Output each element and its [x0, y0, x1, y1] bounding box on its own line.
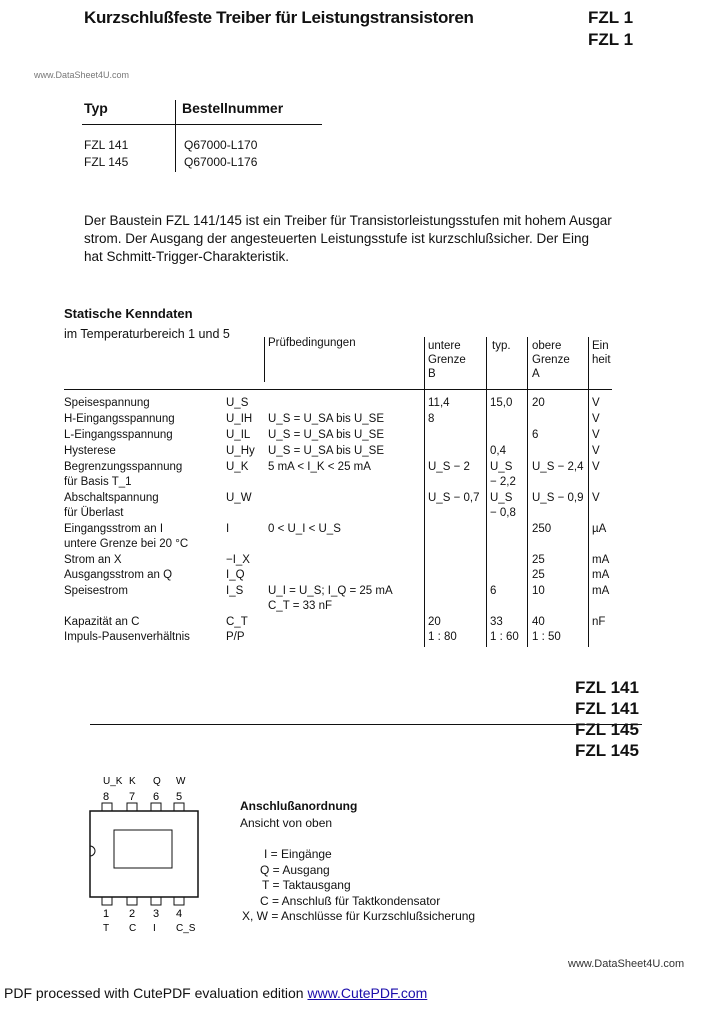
row-unit: nF: [592, 616, 606, 628]
pin: [151, 897, 161, 905]
pin-number-bottom: 3: [153, 908, 160, 920]
assignment-line: I = Eingänge: [264, 847, 332, 861]
pin-number-top: 6: [153, 791, 160, 803]
row-name: Ausgangsstrom an Q: [64, 569, 173, 581]
pin-label-top: W: [176, 776, 186, 787]
row-unit: V: [592, 492, 600, 504]
pin-number-bottom: 4: [176, 908, 183, 920]
die-outline: [114, 830, 172, 868]
col-upper-2: Grenze: [532, 354, 570, 366]
col-unit-1: Ein: [592, 340, 609, 352]
row-typ: 33: [490, 616, 503, 628]
divider-lower: [424, 337, 425, 647]
section-rule: [90, 724, 642, 725]
col-unit-2: heit: [592, 354, 611, 366]
row-unit: V: [592, 461, 600, 473]
col-upper-3: A: [532, 368, 540, 380]
row-lower: 11,4: [428, 397, 450, 409]
order-type-1: FZL 141: [84, 138, 129, 152]
footer: [4, 985, 427, 1001]
row-name: untere Grenze bei 20 °C: [64, 538, 189, 550]
row-symbol: U_IL: [226, 429, 251, 441]
row-symbol: U_W: [226, 492, 252, 504]
row-symbol: U_S: [226, 397, 249, 409]
row-name: Strom an X: [64, 554, 122, 566]
assignment-title: Anschlußanordnung: [240, 799, 358, 813]
pin: [127, 897, 137, 905]
row-name: Impuls-Pausenverhältnis: [64, 631, 190, 643]
pin-label-top: K: [129, 776, 136, 787]
pin: [151, 803, 161, 811]
assignment-line: X, W = Anschlüsse für Kurzschlußsicherung: [242, 909, 476, 923]
part-label-3: FZL 145: [575, 720, 639, 739]
row-unit: V: [592, 397, 600, 409]
pinout-diagram: [80, 770, 210, 935]
pin-number-top: 7: [129, 791, 136, 803]
pin-number-top: 5: [176, 791, 183, 803]
pin: [127, 803, 137, 811]
assignment-line: T = Taktausgang: [262, 878, 351, 892]
row-name: Eingangsstrom an I: [64, 523, 164, 535]
pin: [174, 803, 184, 811]
row-upper: 20: [532, 397, 545, 409]
row-upper: 25: [532, 554, 545, 566]
header-rule: [64, 389, 612, 390]
pin: [102, 897, 112, 905]
order-table-divider: [175, 100, 176, 172]
row-condition: U_I = U_S; I_Q = 25 mA: [268, 585, 393, 597]
row-symbol: I_S: [226, 585, 244, 597]
row-name: für Basis T_1: [64, 476, 132, 488]
order-number-1: Q67000-L170: [184, 138, 258, 152]
pin-label-bottom: C_S: [176, 923, 196, 934]
col-conditions: Prüfbedingungen: [268, 337, 356, 349]
static-subtitle: im Temperaturbereich 1 und 5: [64, 327, 230, 341]
row-upper: 10: [532, 585, 545, 597]
part-label-1: FZL 141: [575, 678, 639, 697]
order-table-rule: [82, 124, 322, 125]
pin-number-bottom: 1: [103, 908, 110, 920]
row-unit: mA: [592, 554, 610, 566]
assignment-line: C = Anschluß für Taktkondensator: [260, 894, 441, 908]
part-number-1: FZL 1: [588, 8, 634, 27]
pin-label-bottom: T: [103, 923, 110, 934]
pin-label-bottom: I: [153, 923, 156, 934]
pin-number-top: 8: [103, 791, 110, 803]
pin-label-top: Q: [153, 776, 161, 787]
row-typ: 6: [490, 585, 497, 597]
description-line-1: Der Baustein FZL 141/145 ist ein Treiber für Transistorleistungsstufen mit hohem Ausgar: [84, 213, 612, 228]
col-lower-3: B: [428, 368, 436, 380]
row-upper: U_S − 0,9: [532, 492, 584, 504]
row-lower: 20: [428, 616, 441, 628]
col-upper-1: obere: [532, 340, 562, 352]
row-name: Hysterese: [64, 445, 116, 457]
col-typ: typ.: [492, 340, 511, 352]
row-upper: 250: [532, 523, 552, 535]
row-unit: V: [592, 445, 600, 457]
divider-unit: [588, 337, 589, 647]
pin-number-bottom: 2: [129, 908, 136, 920]
divider-upper: [527, 337, 528, 647]
row-name: H-Eingangsspannung: [64, 413, 175, 425]
pin-label-top: U_K: [103, 776, 123, 787]
watermark-bottom: www.DataSheet4U.com: [568, 958, 685, 970]
description-line-3: hat Schmitt-Trigger-Charakteristik.: [84, 249, 290, 264]
row-unit: V: [592, 413, 600, 425]
row-condition: 5 mA < I_K < 25 mA: [268, 461, 371, 473]
pin: [102, 803, 112, 811]
footer-link[interactable]: www.CutePDF.com: [307, 985, 428, 1001]
row-condition: U_S = U_SA bis U_SE: [268, 429, 385, 441]
row-name: Kapazität an C: [64, 616, 140, 628]
row-condition: U_S = U_SA bis U_SE: [268, 445, 385, 457]
pin: [174, 897, 184, 905]
description-line-2: strom. Der Ausgang der angesteuerten Leistungsstufe ist kurzschlußsicher. Der Eing: [84, 231, 590, 246]
row-symbol: I: [226, 523, 230, 535]
order-type-2: FZL 145: [84, 155, 129, 169]
part-number-2: FZL 1: [588, 30, 634, 49]
divider-typ: [486, 337, 487, 647]
row-name: für Überlast: [64, 507, 124, 519]
row-upper: 25: [532, 569, 545, 581]
order-col-type: Typ: [84, 100, 108, 116]
order-col-number: Bestellnummer: [182, 100, 284, 116]
col-lower-1: untere: [428, 340, 461, 352]
part-label-2: FZL 141: [575, 699, 639, 718]
row-name: Abschaltspannung: [64, 492, 159, 504]
row-typ: − 2,2: [490, 476, 516, 488]
row-typ: − 0,8: [490, 507, 516, 519]
row-upper: 6: [532, 429, 539, 441]
row-condition: U_S = U_SA bis U_SE: [268, 413, 385, 425]
row-symbol: P/P: [226, 631, 245, 643]
static-title: Statische Kenndaten: [64, 306, 193, 321]
row-typ: 1 : 60: [490, 631, 519, 643]
col-lower-2: Grenze: [428, 354, 466, 366]
row-lower: 8: [428, 413, 435, 425]
footer-text: PDF processed with CutePDF evaluation edition: [4, 985, 304, 1001]
row-symbol: U_IH: [226, 413, 253, 425]
page-title: Kurzschlußfeste Treiber für Leistungstransistoren: [84, 8, 474, 27]
row-unit: µA: [592, 523, 607, 535]
row-lower: 1 : 80: [428, 631, 457, 643]
row-unit: V: [592, 429, 600, 441]
row-symbol: I_Q: [226, 569, 245, 581]
row-typ: U_S: [490, 461, 513, 473]
row-condition: 0 < U_I < U_S: [268, 523, 341, 535]
divider-cond: [264, 337, 265, 382]
row-unit: mA: [592, 585, 610, 597]
row-lower: U_S − 2: [428, 461, 470, 473]
row-name: Speisespannung: [64, 397, 150, 409]
watermark-top: www.DataSheet4U.com: [34, 70, 130, 80]
pin-label-bottom: C: [129, 923, 137, 934]
row-upper: 40: [532, 616, 545, 628]
row-typ: U_S: [490, 492, 513, 504]
row-name: L-Eingangsspannung: [64, 429, 173, 441]
row-name: Begrenzungsspannung: [64, 461, 183, 473]
ic-package: [90, 811, 198, 897]
row-symbol: U_K: [226, 461, 249, 473]
assignment-subtitle: Ansicht von oben: [240, 816, 333, 830]
assignment-line: Q = Ausgang: [260, 863, 330, 877]
row-typ: 15,0: [490, 397, 513, 409]
order-number-2: Q67000-L176: [184, 155, 258, 169]
row-symbol: U_Hy: [226, 445, 255, 457]
row-symbol: −I_X: [226, 554, 250, 566]
row-condition: C_T = 33 nF: [268, 600, 333, 612]
row-lower: U_S − 0,7: [428, 492, 480, 504]
row-typ: 0,4: [490, 445, 506, 457]
row-unit: mA: [592, 569, 610, 581]
row-name: Speisestrom: [64, 585, 128, 597]
part-label-4: FZL 145: [575, 741, 639, 760]
row-upper: U_S − 2,4: [532, 461, 584, 473]
row-symbol: C_T: [226, 616, 248, 628]
row-upper: 1 : 50: [532, 631, 561, 643]
